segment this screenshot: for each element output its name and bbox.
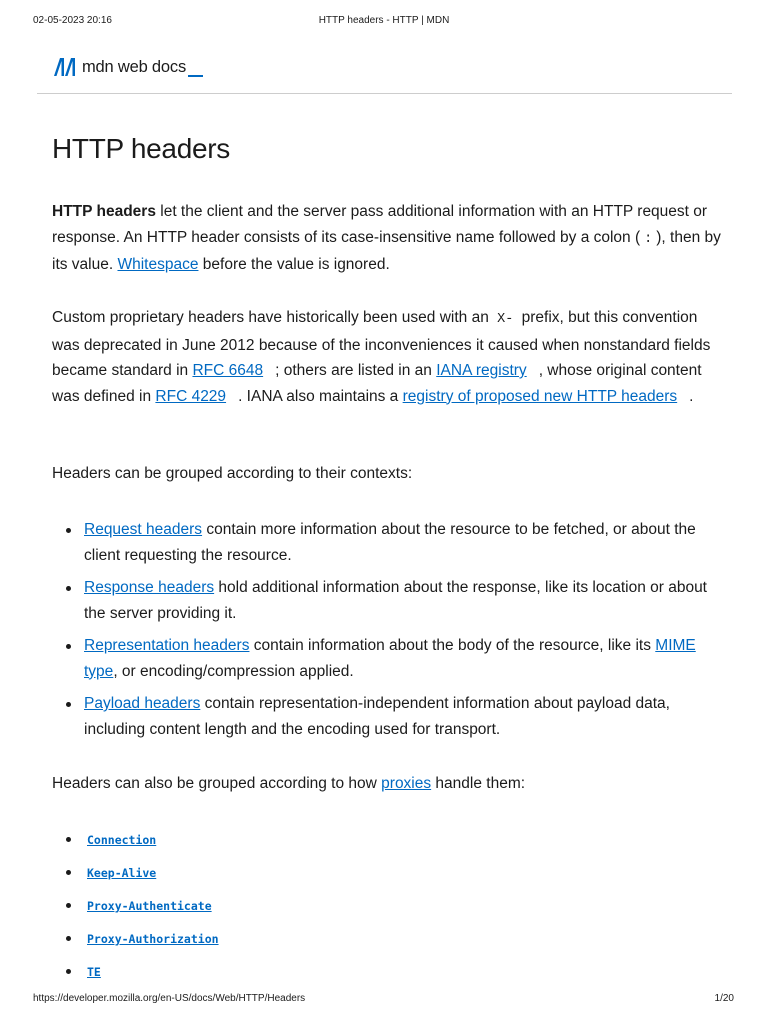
proxy-authorization-header-link[interactable]: Proxy-Authorization: [87, 932, 219, 946]
list-item-text: , or encoding/compression applied.: [113, 662, 354, 680]
custom-text-5: . IANA also maintains a: [238, 387, 403, 405]
print-header: [0, 15, 768, 29]
proxies-text-1: Headers can also be grouped according to how: [52, 775, 382, 792]
list-item-text: contain more information about the resource to be fetched, or about the client requesting the resource.: [84, 521, 696, 564]
list-item: [52, 961, 219, 994]
list-item-text: hold additional information about the response, like its location or about the server providing it.: [84, 579, 707, 622]
x-prefix-code: X-: [497, 312, 514, 327]
custom-headers-paragraph: [52, 305, 722, 409]
list-item: [52, 862, 219, 895]
custom-text-6: .: [689, 387, 694, 405]
contexts-intro: Headers can be grouped according to their contexts:: [52, 465, 413, 482]
rfc6648-link[interactable]: RFC 6648: [192, 362, 264, 379]
rfc4229-link[interactable]: RFC 4229: [155, 387, 227, 405]
mdn-logo-text: mdn web docs: [82, 57, 186, 76]
custom-text-3: ; others are listed in an: [275, 362, 437, 379]
list-item: [52, 575, 722, 626]
print-page-number: 1/20: [714, 993, 734, 1004]
iana-registry-link[interactable]: IANA registry: [436, 362, 527, 379]
connection-header-link[interactable]: Connection: [87, 833, 157, 847]
print-footer: [0, 993, 768, 1007]
list-item: [52, 829, 219, 862]
mdn-logo[interactable]: [52, 54, 203, 80]
representation-headers-link[interactable]: Representation headers: [84, 637, 250, 654]
keep-alive-header-link[interactable]: Keep-Alive: [87, 866, 157, 880]
intro-colon-code: :: [644, 231, 653, 247]
request-headers-link[interactable]: Request headers: [84, 521, 203, 538]
list-item-text: contain information about the body of the resource, like its: [249, 637, 656, 654]
intro-text-3: before the value is ignored.: [198, 256, 390, 273]
hop-by-hop-list: [52, 829, 219, 994]
response-headers-link[interactable]: Response headers: [84, 579, 215, 596]
proxy-authenticate-header-link[interactable]: Proxy-Authenticate: [87, 899, 212, 913]
print-datetime: 02-05-2023 20:16: [33, 15, 112, 26]
intro-strong: HTTP headers: [52, 203, 156, 220]
list-item: [52, 633, 722, 684]
list-item-text: contain representation-independent information about payload data, including content length and the encoding used for transport.: [84, 695, 670, 738]
intro-text-1: let the client and the server pass additional information with an HTTP request or response. An HTTP header consists of its case-insensitive name followed by a colon (: [52, 203, 708, 246]
intro-paragraph: [52, 199, 722, 278]
proxies-link[interactable]: proxies: [381, 775, 432, 792]
print-url: https://developer.mozilla.org/en-US/docs/Web/HTTP/Headers: [33, 993, 306, 1004]
custom-text-4: , whose original content was defined in: [52, 362, 702, 405]
payload-headers-link[interactable]: Payload headers: [84, 695, 201, 712]
te-header-link[interactable]: TE: [87, 965, 101, 979]
proposed-headers-registry-link[interactable]: registry of proposed new HTTP headers: [402, 387, 678, 405]
print-doc-title: HTTP headers - HTTP | MDN: [318, 15, 450, 26]
whitespace-link[interactable]: Whitespace: [117, 256, 199, 273]
mime-type-link[interactable]: MIME type: [84, 637, 696, 680]
proxies-text-2: handle them:: [431, 775, 526, 792]
proxies-paragraph: [52, 771, 722, 797]
page-title: HTTP headers: [52, 133, 230, 164]
list-item: [52, 691, 722, 742]
mdn-m-logo-icon: [52, 56, 76, 78]
context-list: [52, 517, 722, 749]
intro-text-2: ), then by its value.: [52, 228, 721, 273]
custom-text-2: prefix, but this convention was deprecated in June 2012 because of the inconveniences it caused when nonstandard fields became standard in: [52, 309, 711, 379]
list-item: [52, 517, 722, 568]
logo-cursor: [188, 75, 203, 77]
list-item: [52, 928, 219, 961]
list-item: [52, 895, 219, 928]
custom-text-1: Custom proprietary headers have historically been used with an: [52, 309, 494, 326]
header-divider: [37, 93, 732, 94]
